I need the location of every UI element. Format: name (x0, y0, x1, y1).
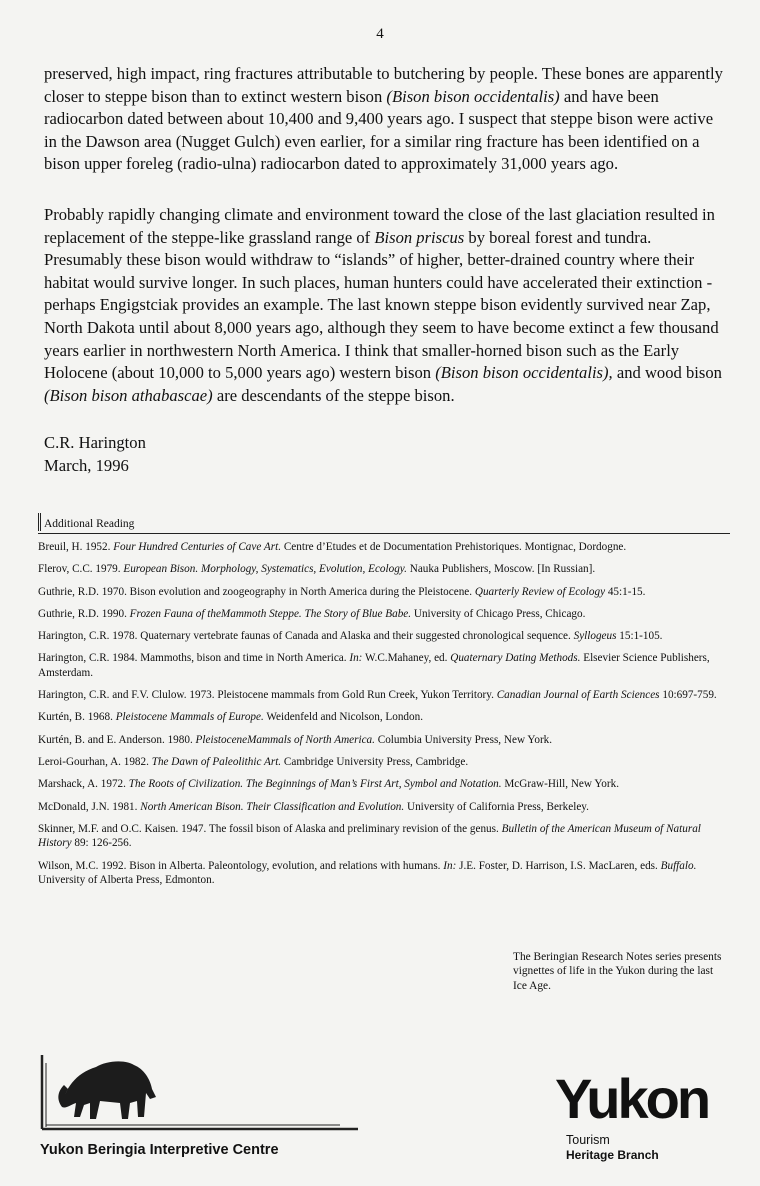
reference-entry (38, 755, 730, 769)
italic-run: In: (443, 859, 457, 872)
paragraph-text (44, 63, 726, 176)
reference-entry (38, 688, 730, 702)
italic-run: Quaternary Dating Methods. (450, 652, 581, 665)
yukon-wordmark-text: Yukon (555, 1068, 709, 1126)
signature-block (44, 432, 146, 477)
text-run: University of California Press, Berkeley. (404, 800, 589, 813)
text-run: Weidenfeld and Nicolson, London. (263, 711, 424, 724)
text-run: by boreal forest and tundra. Presumably these bison would withdraw to “islands” of higher, better-drained country where their habitat would survive longer. In such places, human hunters could have accelerated their extinction - perhaps Engigstciak provides an example. The last known steppe bison evidently survived near Zap, North Dakota until about 8,000 years ago, although they seem to have become extinct a few thousand years earlier in northwestern North America. I think that smaller-horned bison such as the Early Holocene (about 10,000 to 5,000 years ago) western bison (44, 227, 719, 383)
italic-run: Four Hundred Centuries of Cave Art. (113, 541, 282, 553)
text-run: Kurtén, B. and E. Anderson. 1980. (38, 733, 196, 746)
page-number: 4 (376, 26, 384, 42)
italic-run: (Bison bison occidentalis), (435, 363, 613, 383)
reference-entry (38, 540, 730, 554)
author-name: C.R. Harington (44, 433, 146, 452)
series-note: The Beringian Research Notes series presents vignettes of life in the Yukon during the last Ice Age. (513, 951, 722, 992)
reference-entry (38, 822, 730, 851)
italic-run: (Bison bison occidentalis) (386, 86, 560, 106)
text-run: 10:697-759. (659, 689, 717, 702)
additional-reading-title: Additional Reading (44, 518, 135, 530)
references-list (38, 540, 730, 895)
italic-run: Pleistocene Mammals of Europe. (115, 711, 264, 724)
beringia-centre-label: Yukon Beringia Interpretive Centre (40, 1142, 279, 1158)
bison-silhouette-icon (40, 1045, 360, 1135)
text-run: 89: 126-256. (71, 837, 132, 850)
additional-reading-header (38, 513, 730, 534)
text-run: Centre d’Etudes et de Documentation Prehistoriques. Montignac, Dordogne. (281, 541, 627, 553)
reference-entry (38, 800, 730, 814)
reference-entry (38, 710, 730, 724)
text-run: Leroi-Gourhan, A. 1982. (38, 756, 152, 769)
body-paragraph-1 (44, 63, 726, 176)
body-paragraph-2 (44, 204, 726, 407)
text-run: Skinner, M.F. and O.C. Kaisen. 1947. The fossil bison of Alaska and preliminary revision of the genus. (38, 822, 502, 835)
italic-run: European Bison. Morphology, Systematics, Evolution, Ecology. (123, 563, 407, 576)
text-run: preserved, high impact, ring fractures attributable to butchering by people. These bones are apparently closer to steppe bison than to extinct western bison (44, 64, 723, 106)
text-run: Columbia University Press, New York. (374, 733, 553, 746)
reference-entry (38, 585, 730, 599)
italic-run: Quarterly Review of Ecology (474, 585, 606, 598)
signature-date: March, 1996 (44, 455, 129, 475)
text-run: 45:1-15. (605, 585, 646, 598)
text-run: Nauka Publishers, Moscow. [In Russian]. (406, 563, 596, 576)
italic-run: Canadian Journal of Earth Sciences (496, 689, 660, 702)
text-run: Guthrie, R.D. 1990. (38, 607, 130, 620)
reference-entry (38, 629, 730, 643)
text-run: J.E. Foster, D. Harrison, I.S. MacLaren, eds. (456, 859, 661, 872)
text-run: University of Alberta Press, Edmonton. (38, 874, 215, 887)
italic-run: North American Bison. Their Classification and Evolution. (140, 800, 405, 813)
italic-run: In: (349, 652, 363, 665)
italic-run: The Roots of Civilization. The Beginnings of Man’s First Art, Symbol and Notation. (128, 778, 502, 791)
reference-entry (38, 859, 730, 888)
text-run: W.C.Mahaney, ed. (362, 652, 451, 665)
reference-entry (38, 651, 730, 680)
text-run: Wilson, M.C. 1992. Bison in Alberta. Paleontology, evolution, and relations with humans. (38, 859, 444, 872)
paragraph-text (44, 204, 726, 407)
text-run: and have been radiocarbon dated between about 10,400 and 9,400 years ago. I suspect that steppe bison were active in the Dawson area (Nugget Gulch) even earlier, for a similar ring fracture has been identified on a bison upper foreleg (radio-ulna) radiocarbon dated to approximately 31,000 years ago. (44, 86, 714, 174)
reference-entry (38, 733, 730, 747)
text-run: are descendants of the steppe bison. (212, 385, 455, 405)
reference-entry (38, 777, 730, 791)
italic-run: Bison priscus (374, 227, 465, 247)
reference-entry (38, 607, 730, 621)
text-run: Cambridge University Press, Cambridge. (281, 756, 469, 769)
text-run: 15:1-105. (616, 630, 663, 643)
text-run: McGraw-Hill, New York. (501, 778, 620, 791)
italic-run: Buffalo. (660, 859, 697, 872)
text-run: Breuil, H. 1952. (38, 541, 114, 553)
italic-run: (Bison bison athabascae) (44, 385, 213, 405)
italic-run: Frozen Fauna of theMammoth Steppe. The Story of Blue Babe. (129, 607, 412, 620)
text-run: Harington, C.R. 1984. Mammoths, bison and time in North America. (38, 652, 350, 665)
text-run: and wood bison (612, 363, 722, 383)
italic-run: Bulletin of the American Museum of Natural History (38, 822, 701, 850)
reference-entry (38, 562, 730, 576)
text-run: Kurtén, B. 1968. (38, 711, 116, 724)
italic-run: PleistoceneMammals of North America. (195, 733, 375, 746)
text-run: Harington, C.R. and F.V. Clulow. 1973. Pleistocene mammals from Gold Run Creek, Yukon Territory. (38, 689, 497, 702)
tourism-label: Tourism (566, 1133, 610, 1147)
text-run: Probably rapidly changing climate and environment toward the close of the last glaciation resulted in replacement of the steppe-like grassland range of (44, 205, 715, 247)
heritage-branch-label: Heritage Branch (566, 1148, 659, 1162)
text-run: Elsevier Science Publishers, Amsterdam. (38, 652, 710, 679)
italic-run: The Dawn of Paleolithic Art. (151, 756, 282, 769)
yukon-wordmark-icon (555, 1068, 715, 1126)
text-run: Marshack, A. 1972. (38, 778, 129, 791)
section-bar-icon (38, 513, 41, 531)
text-run: Harington, C.R. 1978. Quaternary vertebrate faunas of Canada and Alaska and their suggested chronological sequence. (38, 630, 574, 643)
italic-run: Syllogeus (573, 630, 617, 643)
text-run: Flerov, C.C. 1979. (38, 563, 124, 576)
text-run: University of Chicago Press, Chicago. (411, 607, 586, 620)
text-run: McDonald, J.N. 1981. (38, 800, 141, 813)
text-run: Guthrie, R.D. 1970. Bison evolution and zoogeography in North America during the Pleistocene. (38, 585, 475, 598)
